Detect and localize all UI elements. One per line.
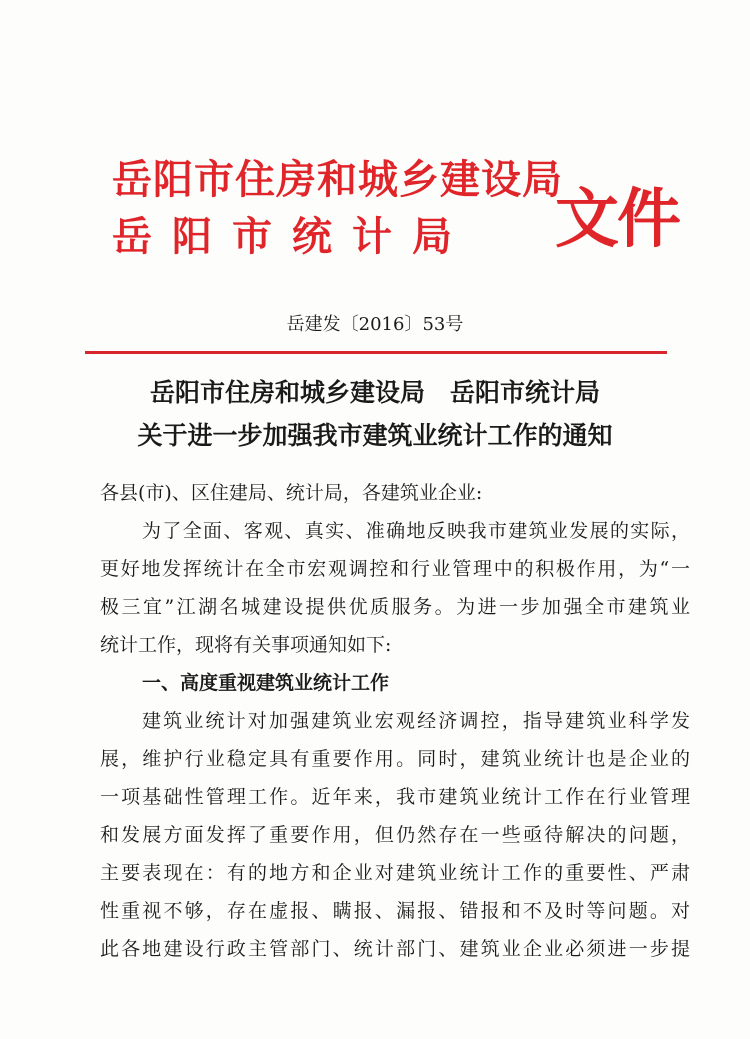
section-heading: 一、高度重视建筑业统计工作 [142,672,390,694]
issuer-statistics-bureau: 岳阳市统计局 [112,214,472,260]
body-line: 和发展方面发挥了重要作用，但仍然存在一些亟待解决的问题， [100,824,690,846]
document-number: 岳建发〔2016〕53号 [286,314,464,335]
body-line: 此各地建设行政主管部门、统计部门、建筑业企业必须进一步提 [100,938,690,960]
red-divider-line [85,351,667,354]
body-line: 更好地发挥统计在全市宏观调控和行业管理中的积极作用，为“一 [100,558,690,580]
body-line: 为了全面、客观、真实、准确地反映我市建筑业发展的实际， [142,520,690,542]
body-line: 建筑业统计对加强建筑业宏观经济调控，指导建筑业科学发 [142,710,690,732]
body-line: 极三宜”江湖名城建设提供优质服务。为进一步加强全市建筑业 [100,596,690,618]
body-line: 展，维护行业稳定具有重要作用。同时，建筑业统计也是企业的 [100,748,690,770]
body-line: 统计工作，现将有关事项通知如下: [100,634,392,656]
body-line: 主要表现在：有的地方和企业对建筑业统计工作的重要性、严肃 [100,862,690,884]
issuer-housing-bureau: 岳阳市住房和城乡建设局 [112,157,563,203]
body-line: 性重视不够，存在虚报、瞒报、漏报、错报和不及时等问题。对 [100,900,690,922]
salutation: 各县(市)、区住建局、统计局，各建筑业企业: [100,482,483,504]
notice-title-line2: 关于进一步加强我市建筑业统计工作的通知 [137,421,613,450]
document-type-label: 文件 [555,183,679,257]
notice-title-line1: 岳阳市住房和城乡建设局 岳阳市统计局 [149,378,600,407]
body-line: 一项基础性管理工作。近年来，我市建筑业统计工作在行业管理 [100,786,690,808]
